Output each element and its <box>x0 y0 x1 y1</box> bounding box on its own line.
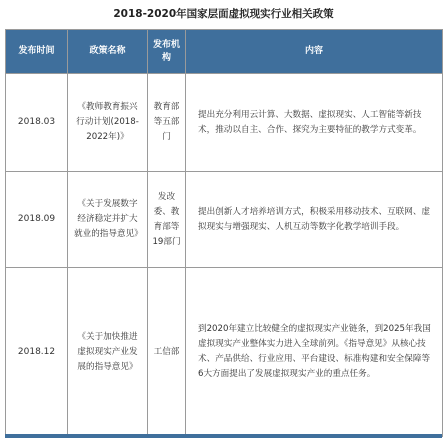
column-header-policy-name: 政策名称 <box>68 30 148 74</box>
column-header-content: 内容 <box>186 30 443 74</box>
cell-content: 提出创新人才培养培训方式，积极采用移动技术、互联网、虚拟现实与增强现实、人机互动等数字化教学培训手段。 <box>186 172 443 268</box>
cell-policy-name: 《关于加快推进虚拟现实产业发展的指导意见》 <box>68 268 148 437</box>
policy-table <box>5 29 443 437</box>
cell-date: 2018.03 <box>6 74 68 172</box>
cell-policy-name: 《教师教育振兴行动计划(2018-2022年)》 <box>68 74 148 172</box>
cell-issuer: 工信部 <box>148 268 186 437</box>
cell-date: 2018.09 <box>6 172 68 268</box>
table-row <box>6 74 443 172</box>
cell-content: 提出充分利用云计算、大数据、虚拟现实、人工智能等新技术，推动以自主、合作、探究为主要特征的教学方式变革。 <box>186 74 443 172</box>
table-title: 2018-2020年国家层面虚拟现实行业相关政策 <box>113 8 334 20</box>
header-row <box>6 30 443 74</box>
cell-issuer: 教育部等五部门 <box>148 74 186 172</box>
table-row <box>6 172 443 268</box>
table-row <box>6 268 443 437</box>
column-header-date: 发布时间 <box>6 30 68 74</box>
bottom-border-bar <box>5 434 442 438</box>
column-header-issuer: 发布机构 <box>148 30 186 74</box>
cell-policy-name: 《关于发展数字经济稳定并扩大就业的指导意见》 <box>68 172 148 268</box>
cell-date: 2018.12 <box>6 268 68 437</box>
cell-issuer: 发改委、教育部等19部门 <box>148 172 186 268</box>
cell-content: 到2020年建立比较健全的虚拟现实产业链条，到2025年我国虚拟现实产业整体实力进入全球前列。《指导意见》从核心技术、产品供给、行业应用、平台建设、标准构建和安全保障等6大方面提出了发展虚拟现实产业的重点任务。 <box>186 268 443 437</box>
